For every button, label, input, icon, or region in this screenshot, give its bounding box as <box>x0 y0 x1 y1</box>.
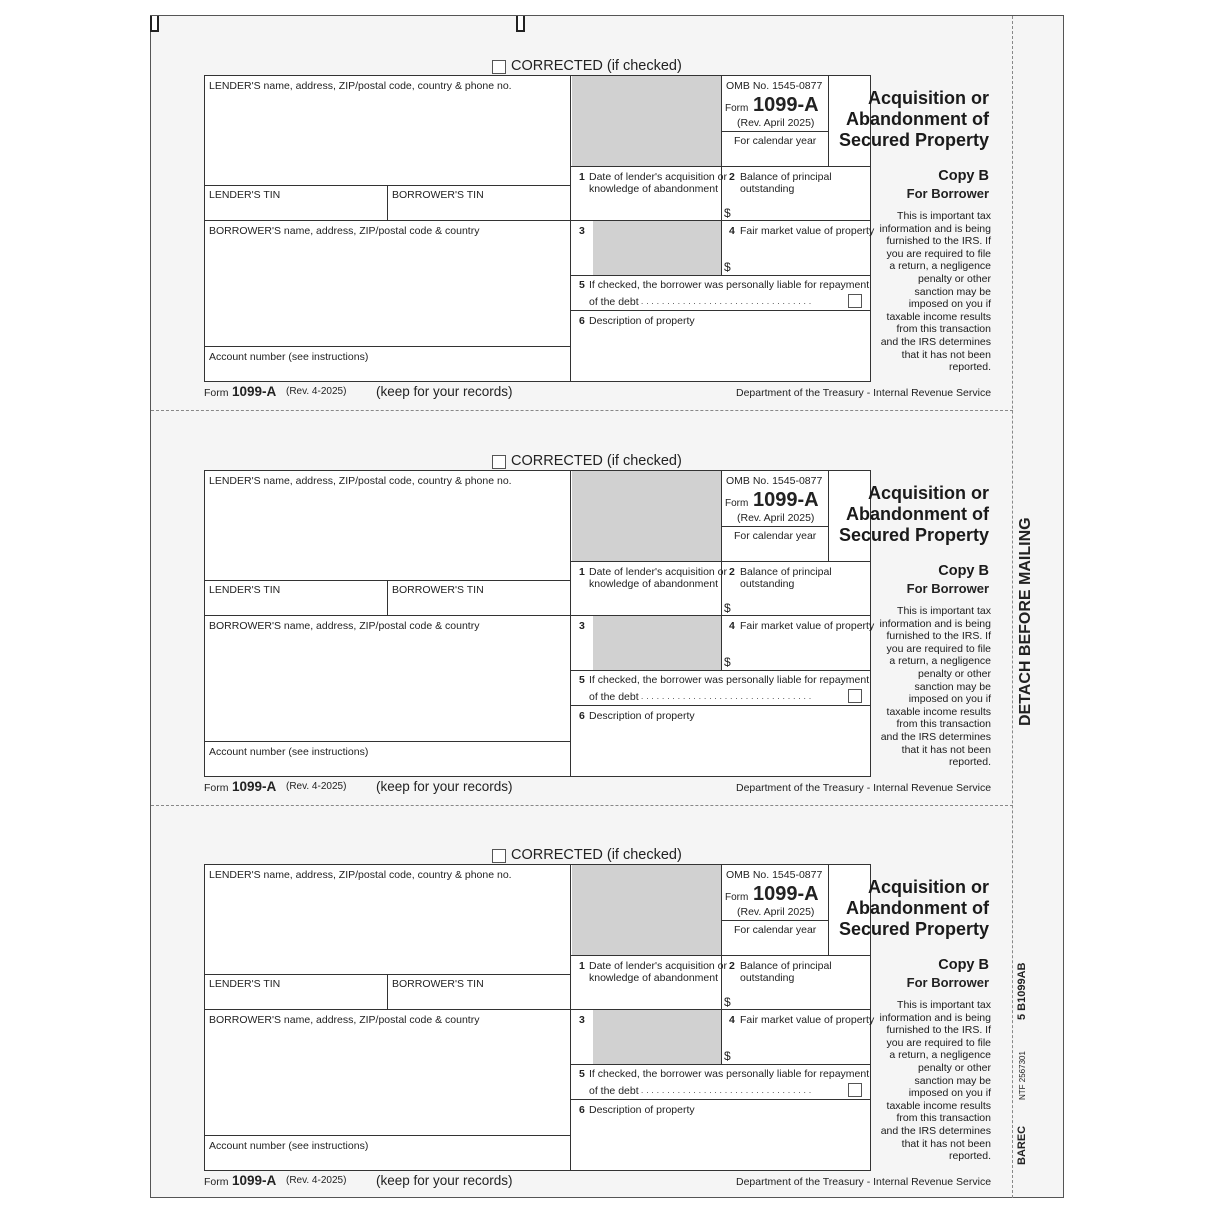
account-number-field[interactable] <box>206 1153 568 1169</box>
box1-field[interactable] <box>574 592 718 613</box>
box6-label: Description of property <box>589 710 695 722</box>
borrower-name-label: BORROWER'S name, address, ZIP/postal code & country <box>209 1014 480 1026</box>
box6-field[interactable] <box>574 1118 868 1169</box>
box5-dot-leader: . . . . . . . . . . . . . . . . . . . . . . . . . . . . . . . . . <box>641 297 812 306</box>
box5-dot-leader: . . . . . . . . . . . . . . . . . . . . . . . . . . . . . . . . . <box>641 692 812 701</box>
box1-number: 1 <box>579 566 585 578</box>
corrected-label: CORRECTED (if checked) <box>511 453 682 469</box>
lender-tin-field[interactable] <box>206 991 384 1008</box>
footer-keep-records: (keep for your records) <box>376 1173 513 1188</box>
box3-number: 3 <box>579 1014 585 1026</box>
form-code-b1099ab: 5 B1099AB <box>1016 962 1028 1020</box>
box6-number: 6 <box>579 710 585 722</box>
lender-tin-field[interactable] <box>206 597 384 614</box>
calendar-year-field[interactable] <box>730 148 824 164</box>
corrected-checkbox[interactable] <box>492 60 506 74</box>
corrected-label: CORRECTED (if checked) <box>511 847 682 863</box>
box4-label: Fair market value of property <box>740 620 875 632</box>
footer-revision: (Rev. 4-2025) <box>286 1175 347 1186</box>
box6-label: Description of property <box>589 1104 695 1116</box>
borrower-name-field[interactable] <box>206 633 568 739</box>
calendar-year-field[interactable] <box>730 543 824 559</box>
box5-checkbox[interactable] <box>848 294 862 308</box>
box2-label-line1: Balance of principal <box>740 171 832 183</box>
box1-label-line2: knowledge of abandonment <box>589 578 719 590</box>
box2-label-line2: outstanding <box>740 183 795 195</box>
box5-label-line2: of the debt <box>589 691 639 703</box>
lender-tin-field[interactable] <box>206 202 384 219</box>
copy-b-label: Copy B <box>938 563 989 579</box>
footer-revision: (Rev. 4-2025) <box>286 386 347 397</box>
corrected-checkbox[interactable] <box>492 849 506 863</box>
box6-label: Description of property <box>589 315 695 327</box>
borrower-tin-field[interactable] <box>390 991 568 1008</box>
calendar-year-label: For calendar year <box>734 530 817 542</box>
box5-label-line2: of the debt <box>589 296 639 308</box>
box5-number: 5 <box>579 674 585 686</box>
copy-b-label: Copy B <box>938 957 989 973</box>
box5-checkbox[interactable] <box>848 1083 862 1097</box>
box4-field[interactable] <box>734 240 868 273</box>
box6-field[interactable] <box>574 724 868 775</box>
box5-label-line1: If checked, the borrower was personally liable for repayment <box>589 279 870 291</box>
box2-dollar-sign: $ <box>724 206 731 220</box>
form-copy-3 <box>150 811 1013 1205</box>
lender-name-label: LENDER'S name, address, ZIP/postal code, country & phone no. <box>209 869 512 881</box>
box5-label-line2: of the debt <box>589 1085 639 1097</box>
form-number: 1099-A <box>753 489 819 511</box>
footer-form-number: 1099-A <box>232 1173 277 1188</box>
box2-number: 2 <box>729 566 735 578</box>
box5-number: 5 <box>579 1068 585 1080</box>
lender-name-field[interactable] <box>206 94 568 183</box>
borrower-tin-field[interactable] <box>390 202 568 219</box>
form-word: Form <box>725 498 749 509</box>
borrower-tin-label: BORROWER'S TIN <box>392 584 484 596</box>
box4-number: 4 <box>729 620 735 632</box>
for-borrower-label: For Borrower <box>906 581 989 596</box>
footer-form-number: 1099-A <box>232 779 277 794</box>
revision-date: (Rev. April 2025) <box>737 512 815 524</box>
box2-dollar-sign: $ <box>724 601 731 615</box>
footer-form-word: Form <box>204 1176 229 1188</box>
box1-field[interactable] <box>574 986 718 1007</box>
footer-form-word: Form <box>204 782 229 794</box>
form-title: Acquisition or Abandonment of Secured Property <box>838 88 989 150</box>
omb-number: OMB No. 1545-0877 <box>726 869 823 881</box>
lender-tin-label: LENDER'S TIN <box>209 189 281 201</box>
borrower-name-field[interactable] <box>206 238 568 344</box>
account-number-field[interactable] <box>206 759 568 775</box>
box1-field[interactable] <box>574 197 718 218</box>
form-word: Form <box>725 103 749 114</box>
box2-label-line1: Balance of principal <box>740 566 832 578</box>
shaded-area-top <box>572 471 721 561</box>
notice-text: This is important tax information and is being furnished to the IRS. If you are required to file a return, a negligence penalty or other sanction may be imposed on you if taxable income results from this transaction and the IRS determines that it has not been reported. <box>879 210 991 374</box>
form-code-ntf: NTF 2567301 <box>1018 1051 1027 1100</box>
box4-dollar-sign: $ <box>724 260 731 274</box>
borrower-name-label: BORROWER'S name, address, ZIP/postal code & country <box>209 620 480 632</box>
form-copy-1 <box>150 22 1013 416</box>
box5-label-line1: If checked, the borrower was personally liable for repayment <box>589 674 870 686</box>
box4-number: 4 <box>729 225 735 237</box>
for-borrower-label: For Borrower <box>906 975 989 990</box>
borrower-name-label: BORROWER'S name, address, ZIP/postal code & country <box>209 225 480 237</box>
borrower-name-field[interactable] <box>206 1027 568 1133</box>
calendar-year-label: For calendar year <box>734 135 817 147</box>
account-number-field[interactable] <box>206 364 568 380</box>
account-number-label: Account number (see instructions) <box>209 746 369 758</box>
box5-label-line1: If checked, the borrower was personally liable for repayment <box>589 1068 870 1080</box>
box5-checkbox[interactable] <box>848 689 862 703</box>
box2-field[interactable] <box>734 200 868 219</box>
account-number-label: Account number (see instructions) <box>209 351 369 363</box>
footer-department: Department of the Treasury - Internal Revenue Service <box>736 387 992 399</box>
footer-department: Department of the Treasury - Internal Revenue Service <box>736 782 992 794</box>
shaded-area-top <box>572 76 721 166</box>
form-word: Form <box>725 892 749 903</box>
lender-name-label: LENDER'S name, address, ZIP/postal code, country & phone no. <box>209 475 512 487</box>
form-title: Acquisition or Abandonment of Secured Property <box>838 877 989 939</box>
box2-label-line1: Balance of principal <box>740 960 832 972</box>
footer-department: Department of the Treasury - Internal Revenue Service <box>736 1176 992 1188</box>
box4-dollar-sign: $ <box>724 655 731 669</box>
box1-label-line1: Date of lender's acquisition or <box>589 171 727 183</box>
box1-number: 1 <box>579 171 585 183</box>
borrower-tin-field[interactable] <box>390 597 568 614</box>
calendar-year-field[interactable] <box>730 937 824 953</box>
box2-number: 2 <box>729 171 735 183</box>
box2-field[interactable] <box>734 989 868 1008</box>
box4-label: Fair market value of property <box>740 225 875 237</box>
borrower-tin-label: BORROWER'S TIN <box>392 978 484 990</box>
detach-before-mailing: DETACH BEFORE MAILING <box>1017 517 1034 726</box>
box5-number: 5 <box>579 279 585 291</box>
box4-dollar-sign: $ <box>724 1049 731 1063</box>
for-borrower-label: For Borrower <box>906 186 989 201</box>
borrower-tin-label: BORROWER'S TIN <box>392 189 484 201</box>
corrected-checkbox[interactable] <box>492 455 506 469</box>
corrected-label: CORRECTED (if checked) <box>511 58 682 74</box>
form-copy-2 <box>150 417 1013 811</box>
notice-text: This is important tax information and is being furnished to the IRS. If you are required to file a return, a negligence penalty or other sanction may be imposed on you if taxable income results from this transaction and the IRS determines that it has not been reported. <box>879 605 991 769</box>
footer-form-number: 1099-A <box>232 384 277 399</box>
box6-number: 6 <box>579 1104 585 1116</box>
box2-dollar-sign: $ <box>724 995 731 1009</box>
form-title: Acquisition or Abandonment of Secured Property <box>838 483 989 545</box>
box2-label-line2: outstanding <box>740 972 795 984</box>
box2-field[interactable] <box>734 595 868 614</box>
box4-field[interactable] <box>734 1029 868 1062</box>
footer-form-word: Form <box>204 387 229 399</box>
box3-shaded <box>593 221 721 275</box>
copy-b-label: Copy B <box>938 168 989 184</box>
footer-revision: (Rev. 4-2025) <box>286 781 347 792</box>
box1-number: 1 <box>579 960 585 972</box>
box5-dot-leader: . . . . . . . . . . . . . . . . . . . . . . . . . . . . . . . . . <box>641 1086 812 1095</box>
shaded-area-top <box>572 865 721 955</box>
box3-shaded <box>593 1010 721 1064</box>
box6-field[interactable] <box>574 329 868 380</box>
footer-keep-records: (keep for your records) <box>376 779 513 794</box>
omb-number: OMB No. 1545-0877 <box>726 80 823 92</box>
box4-label: Fair market value of property <box>740 1014 875 1026</box>
box3-number: 3 <box>579 620 585 632</box>
notice-text: This is important tax information and is being furnished to the IRS. If you are required to file a return, a negligence penalty or other sanction may be imposed on you if taxable income results from this transaction and the IRS determines that it has not been reported. <box>879 999 991 1163</box>
box2-number: 2 <box>729 960 735 972</box>
box1-label-line1: Date of lender's acquisition or <box>589 960 727 972</box>
form-number: 1099-A <box>753 94 819 116</box>
revision-date: (Rev. April 2025) <box>737 906 815 918</box>
box4-field[interactable] <box>734 635 868 668</box>
box6-number: 6 <box>579 315 585 327</box>
lender-tin-label: LENDER'S TIN <box>209 584 281 596</box>
box1-label-line2: knowledge of abandonment <box>589 183 719 195</box>
box1-label-line1: Date of lender's acquisition or <box>589 566 727 578</box>
lender-name-field[interactable] <box>206 489 568 578</box>
calendar-year-label: For calendar year <box>734 924 817 936</box>
box3-shaded <box>593 616 721 670</box>
lender-name-label: LENDER'S name, address, ZIP/postal code, country & phone no. <box>209 80 512 92</box>
box2-label-line2: outstanding <box>740 578 795 590</box>
account-number-label: Account number (see instructions) <box>209 1140 369 1152</box>
box4-number: 4 <box>729 1014 735 1026</box>
box3-number: 3 <box>579 225 585 237</box>
form-code-barec: BAREC <box>1016 1125 1028 1165</box>
omb-number: OMB No. 1545-0877 <box>726 475 823 487</box>
lender-tin-label: LENDER'S TIN <box>209 978 281 990</box>
footer-keep-records: (keep for your records) <box>376 384 513 399</box>
box1-label-line2: knowledge of abandonment <box>589 972 719 984</box>
lender-name-field[interactable] <box>206 883 568 972</box>
revision-date: (Rev. April 2025) <box>737 117 815 129</box>
form-number: 1099-A <box>753 883 819 905</box>
